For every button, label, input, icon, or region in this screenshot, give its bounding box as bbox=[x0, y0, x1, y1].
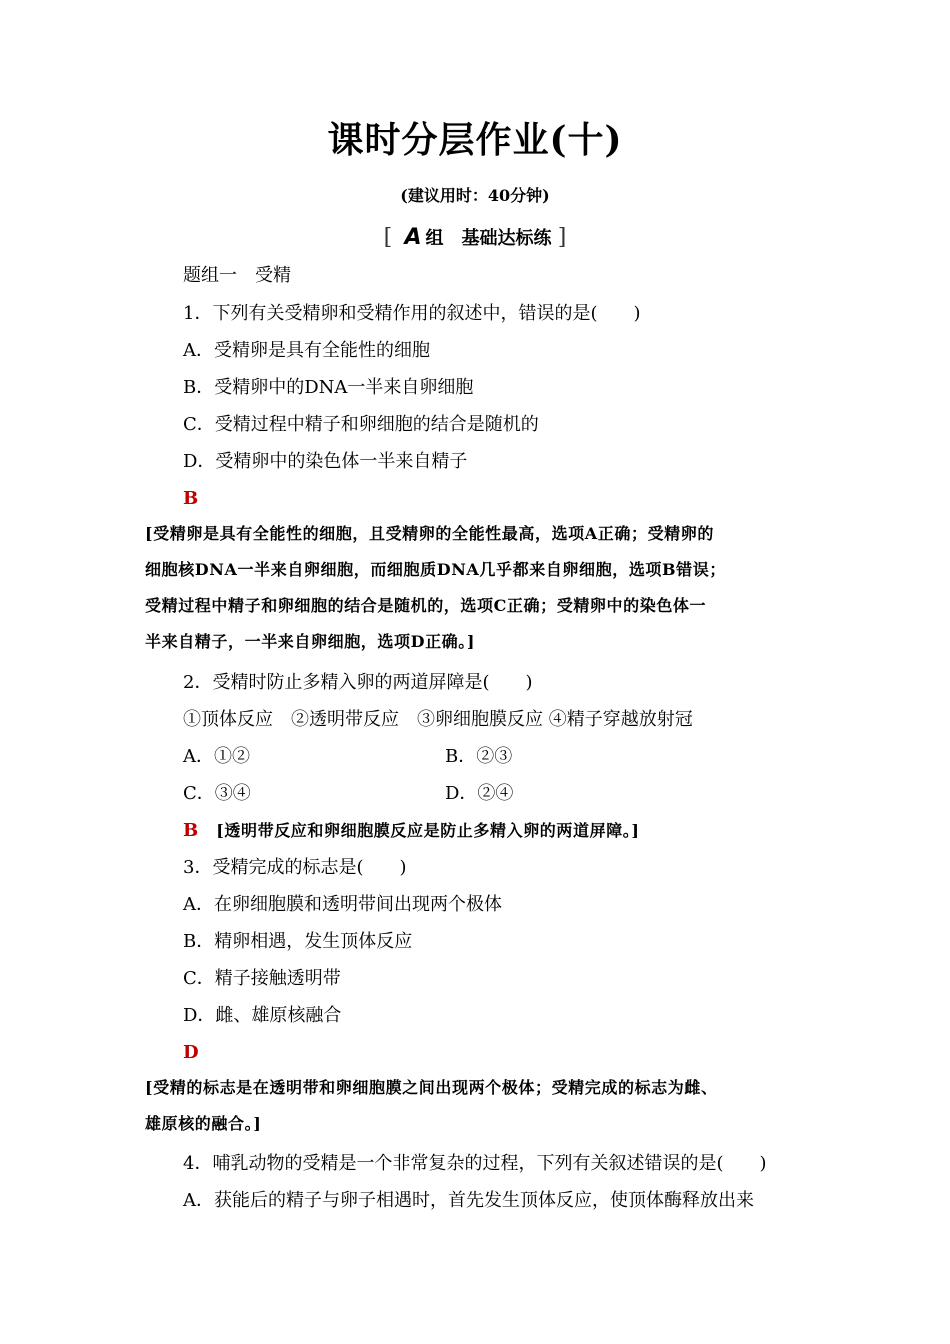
q2-stem: 2．受精时防止多精入卵的两道屏障是( ) bbox=[183, 672, 533, 693]
q1-option-c: C．受精过程中精子和卵细胞的结合是随机的 bbox=[183, 414, 539, 435]
q1-stem: 1．下列有关受精卵和受精作用的叙述中，错误的是( ) bbox=[183, 303, 641, 324]
q1-explanation-line-4: 半来自精子，一半来自卵细胞，选项D正确。] bbox=[145, 632, 476, 651]
q1-explanation-line-2: 细胞核DNA一半来自卵细胞，而细胞质DNA几乎都来自卵细胞，选项B错误； bbox=[145, 560, 726, 579]
q2-explanation: [透明带反应和卵细胞膜反应是防止多精入卵的两道屏障。] bbox=[216, 821, 640, 840]
q3-option-a: A．在卵细胞膜和透明带间出现两个极体 bbox=[183, 894, 502, 915]
section-heading: 题组一 受精 bbox=[183, 265, 291, 286]
q3-option-b: B．精卵相遇，发生顶体反应 bbox=[183, 931, 413, 952]
q3-option-d: D．雌、雄原核融合 bbox=[183, 1005, 342, 1026]
q3-explanation-line-2: 雄原核的融合。] bbox=[145, 1114, 262, 1133]
q1-answer: B bbox=[183, 488, 199, 509]
q2-option-d: D．②④ bbox=[445, 783, 514, 804]
q4-stem: 4．哺乳动物的受精是一个非常复杂的过程，下列有关叙述错误的是( ) bbox=[183, 1153, 767, 1174]
q2-option-a: A．①② bbox=[183, 746, 250, 767]
q2-option-c: C．③④ bbox=[183, 783, 251, 804]
q2-option-b: B．②③ bbox=[445, 746, 513, 767]
q1-option-a: A．受精卵是具有全能性的细胞 bbox=[183, 340, 430, 361]
group-banner bbox=[0, 224, 950, 250]
suggested-time: (建议用时：40分钟) bbox=[400, 186, 550, 205]
q2-answer-row bbox=[183, 819, 640, 843]
q4-option-a: A．获能后的精子与卵子相遇时，首先发生顶体反应，使顶体酶释放出来 bbox=[183, 1190, 754, 1211]
q1-option-b: B．受精卵中的DNA一半来自卵细胞 bbox=[183, 377, 474, 398]
q2-answer: B bbox=[183, 820, 199, 841]
page-title: 课时分层作业(十) bbox=[327, 119, 623, 161]
banner-close-bracket: ] bbox=[557, 225, 567, 250]
group-letter: A bbox=[404, 225, 422, 250]
q1-explanation-line-1: [受精卵是具有全能性的细胞，且受精卵的全能性最高，选项A正确；受精卵的 bbox=[145, 524, 714, 543]
q3-option-c: C．精子接触透明带 bbox=[183, 968, 341, 989]
q3-explanation-line-1: [受精的标志是在透明带和卵细胞膜之间出现两个极体；受精完成的标志为雌、 bbox=[145, 1078, 718, 1097]
q3-answer: D bbox=[183, 1042, 199, 1063]
q1-explanation-line-3: 受精过程中精子和卵细胞的结合是随机的，选项C正确；受精卵中的染色体一 bbox=[145, 596, 707, 615]
q3-stem: 3．受精完成的标志是( ) bbox=[183, 857, 407, 878]
banner-open-bracket: [ bbox=[383, 225, 393, 250]
q2-items: ①顶体反应 ②透明带反应 ③卵细胞膜反应 ④精子穿越放射冠 bbox=[183, 709, 693, 730]
group-label: 组 基础达标练 bbox=[425, 228, 552, 249]
q1-option-d: D．受精卵中的染色体一半来自精子 bbox=[183, 451, 468, 472]
